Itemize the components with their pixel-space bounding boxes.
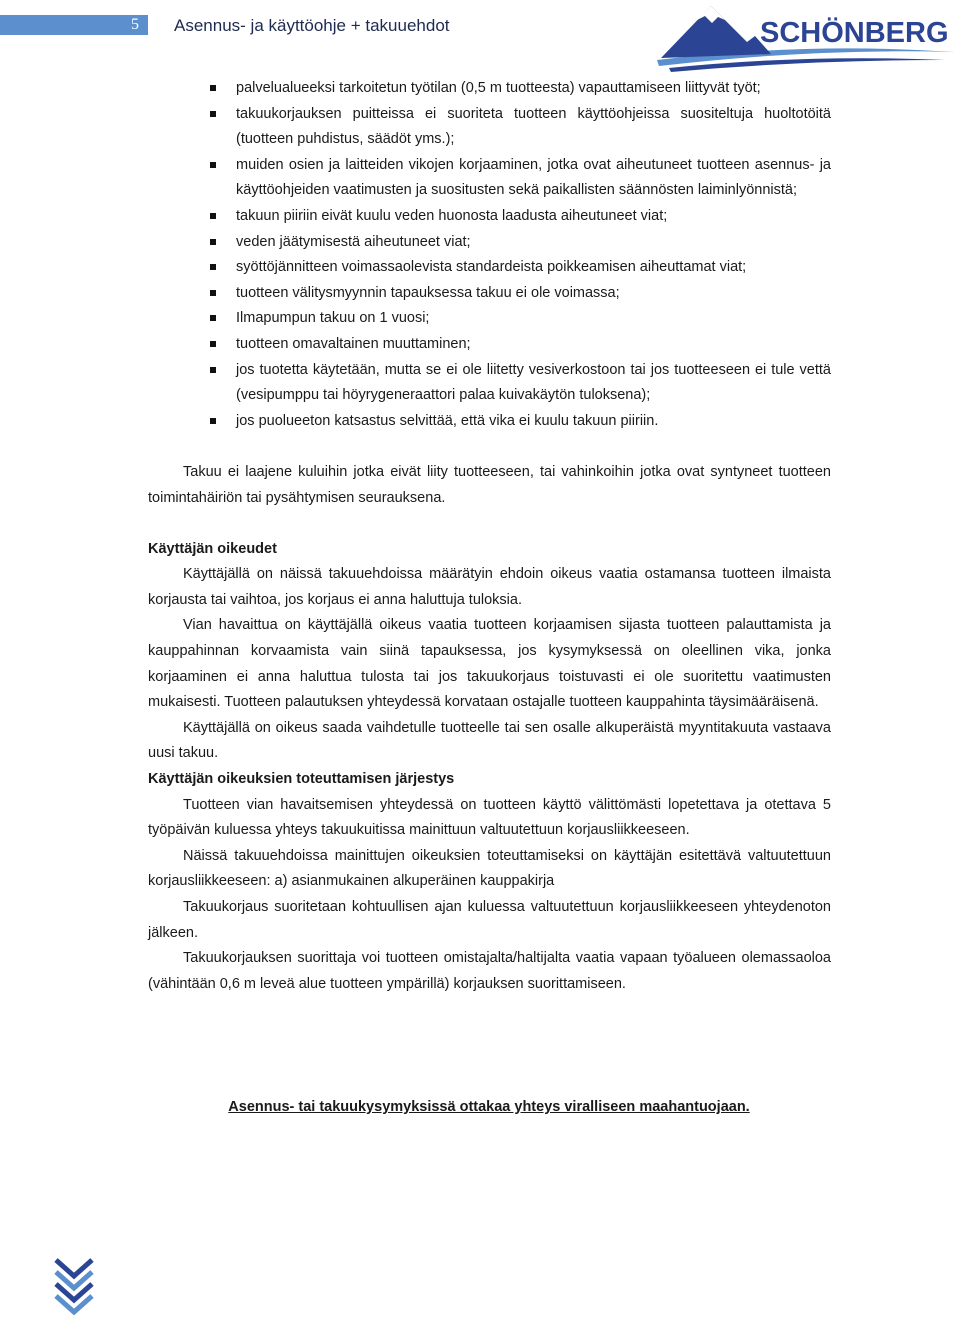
section-heading-rights: Käyttäjän oikeudet <box>148 540 277 557</box>
importer-contact-note: Asennus- tai takuukysymyksissä ottakaa yhteys viralliseen maahantuojaan. <box>228 1099 750 1115</box>
rights-paragraph: Vian havaittua on käyttäjällä oikeus vaatia tuotteen korjaamisen sijasta tuotteen palauttamista ja kauppahinnan korvaamista vain siinä tapauksessa, jos kysymyksessä on oleellinen vika, jonka korjaaminen ei anna haluttua tulosta tai jos takuukorjaus toistuvasti ei ole suoritettu vaatimusten mukaisesti. Tuotteen palautuksen yhteydessä korvataan ostajalle tuotteen kauppahinta täysimääräisenä. <box>148 617 831 711</box>
list-item: palvelualueeksi tarkoitetun työtilan (0,5 m tuotteesta) vapauttamiseen liittyvät työt; <box>148 76 831 102</box>
list-item: tuotteen välitysmyynnin tapauksessa takuu ei ole voimassa; <box>148 281 831 307</box>
mountain-logo-icon <box>655 2 960 74</box>
warranty-note: Takuu ei laajene kuluihin jotka eivät liity tuotteeseen, tai vahinkoihin jotka ovat syntyneet tuotteen toimintahäiriön tai pysähtymisen seurauksena. <box>148 463 831 506</box>
list-item: jos tuotetta käytetään, mutta se ei ole liitetty vesiverkostoon tai jos tuotteeseen ei tule vettä (vesipumppu tai höyrygeneraattori palaa kuivakäytön tuloksena); <box>148 358 831 409</box>
document-body <box>148 76 831 997</box>
procedure-paragraph: Näissä takuuehdoissa mainittujen oikeuksien toteuttamiseksi on käyttäjän esitettävä valtuutettuun korjausliikkeeseen: a) asianmukainen alkuperäinen kauppakirja <box>148 847 831 890</box>
list-item: tuotteen omavaltainen muuttaminen; <box>148 332 831 358</box>
procedure-paragraph: Takuukorjauksen suorittaja voi tuotteen omistajalta/haltijalta vaatia vapaan työalueen olemassaoloa (vähintään 0,6 m leveä alue tuotteen ympärillä) korjauksen suorittamiseen. <box>148 950 831 992</box>
document-title: Asennus- ja käyttöohje + takuuehdot <box>174 16 450 35</box>
list-item: takuun piiriin eivät kuulu veden huonosta laadusta aiheutuneet viat; <box>148 204 831 230</box>
page-number: 5 <box>131 16 139 33</box>
list-item: jos puolueeton katsastus selvittää, että vika ei kuulu takuun piiriin. <box>148 409 831 435</box>
procedure-paragraph: Takuukorjaus suoritetaan kohtuullisen ajan kuluessa valtuutettuun korjausliikkeeseen yhteydenoton jälkeen. <box>148 899 831 941</box>
rights-paragraph: Käyttäjällä on oikeus saada vaihdetulle tuotteelle tai sen osalle alkuperäistä myyntitakuuta vastaava uusi takuu. <box>148 719 831 762</box>
logo-wordmark: SCHÖNBERG <box>760 17 949 49</box>
list-item: takuukorjauksen puitteissa ei suoriteta tuotteen käyttöohjeissa suositeltuja huoltotöitä (tuotteen puhdistus, säädöt yms.); <box>148 102 831 153</box>
list-item: veden jäätymisestä aiheutuneet viat; <box>148 230 831 256</box>
section-heading-procedure: Käyttäjän oikeuksien toteuttamisen järjestys <box>148 771 455 788</box>
rights-paragraph: Käyttäjällä on näissä takuuehdoissa määrätyin ehdoin oikeus vaatia ostamansa tuotteen ilmaista korjausta tai vaihtoa, jos korjaus ei anna haluttuja tuloksia. <box>148 566 831 608</box>
exclusion-list <box>148 76 831 434</box>
list-item: Ilmapumpun takuu on 1 vuosi; <box>148 306 831 332</box>
list-item: muiden osien ja laitteiden vikojen korjaaminen, jotka ovat aiheutuneet tuotteen asennus- ja käyttöohjeiden vaatimusten ja suositusten sekä paikallisten säännösten laiminlyönnistä; <box>148 153 831 204</box>
procedure-paragraph: Tuotteen vian havaitsemisen yhteydessä on tuotteen käyttö välittömästi lopetettava ja otettava 5 työpäivän kuluessa yhteys takuukuitissa mainittuun valtuutettuun korjausliikkeeseen. <box>148 796 831 839</box>
list-item: syöttöjännitteen voimassaolevista standardeista poikkeamisen aiheuttamat viat; <box>148 255 831 281</box>
double-chevron-down-icon <box>52 1256 96 1320</box>
